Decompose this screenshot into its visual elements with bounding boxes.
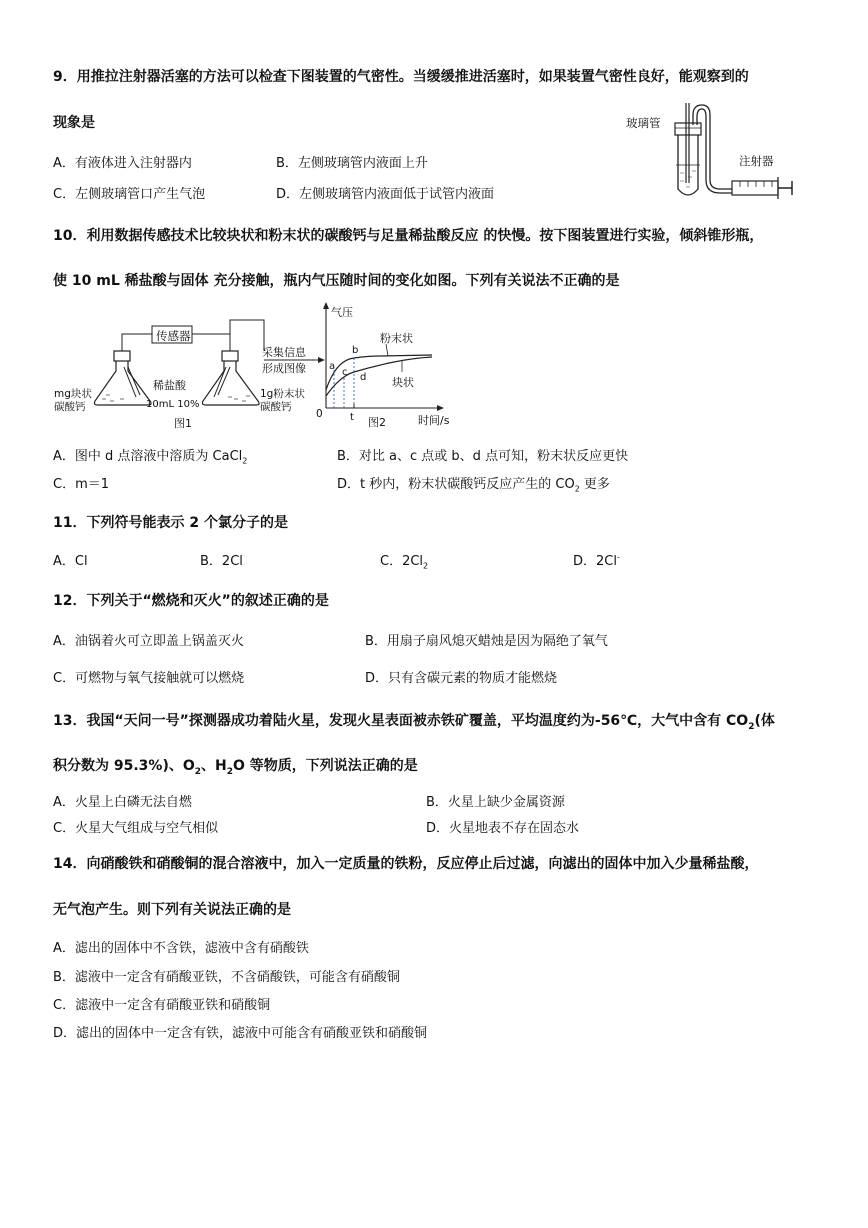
q10-figure2-graph: [310, 300, 470, 432]
q13-option-a: A．火星上白磷无法自燃: [53, 795, 192, 810]
q14-stem-line1: 14．向硝酸铁和硝酸铜的混合溶液中，加入一定质量的铁粉，反应停止后过滤，向滤出的固体中加入少量稀盐酸，: [53, 856, 759, 872]
fig1-left-solid-2: 碳酸钙: [54, 401, 86, 413]
q10-option-d: D．t 秒内，粉末状碳酸钙反应产生的 $CO_2$ 更多: [337, 477, 610, 494]
left-flask-stopper: [114, 351, 130, 361]
fig1-arrow-text-2: 形成图像: [262, 362, 306, 375]
q11-option-d: D．2Cl-: [573, 552, 620, 569]
q10-stem-line2: 使 10 mL 稀盐酸与固体 充分接触，瓶内气压随时间的变化如图。下列有关说法不正确的是: [53, 273, 620, 289]
q11-option-c: C．$2Cl_2$: [380, 554, 429, 571]
q14-stem-line2: 无气泡产生。则下列有关说法正确的是: [53, 902, 291, 918]
q10-option-c: C．m＝1: [53, 477, 110, 492]
q9-stem-line1: 9．用推拉注射器活塞的方法可以检查下图装置的气密性。当缓缓推进活塞时，如果装置气密性良好，能观察到的: [53, 69, 749, 85]
q11-option-a: A．Cl: [53, 554, 88, 569]
test-tube: [678, 133, 698, 195]
q14-option-a: A．滤出的固体中不含铁，滤液中含有硝酸铁: [53, 941, 309, 956]
q14-option-c: C．滤液中一定含有硝酸亚铁和硝酸铜: [53, 998, 271, 1013]
point-d-label: d: [360, 372, 367, 383]
q12-stem: 12．下列关于“燃烧和灭火”的叙述正确的是: [53, 593, 329, 609]
fig2-ylabel: 气压: [331, 306, 353, 319]
q13-option-b: B．火星上缺少金属资源: [426, 795, 565, 810]
left-conical-flask: [94, 361, 151, 405]
fig1-acid-1: 稀盐酸: [153, 379, 186, 392]
fig2-block-label: 块状: [392, 376, 414, 389]
point-b-label: b: [352, 345, 359, 356]
q13-stem-line2: 积分数为 95.3%)、$O_2$、$H_2O$ 等物质，下列说法正确的是: [53, 758, 418, 777]
syringe-barrel: [732, 181, 778, 195]
q14-option-d: D．滤出的固体中一定含有铁，滤液中可能含有硝酸亚铁和硝酸铜: [53, 1026, 428, 1041]
q12-option-c: C．可燃物与氧气接触就可以燃烧: [53, 671, 245, 686]
fig1-right-solid-2: 碳酸钙: [260, 401, 292, 413]
fig1-right-solid-1: 1g粉末状: [260, 388, 305, 400]
q9-option-d: D．左侧玻璃管内液面低于试管内液面: [276, 187, 495, 202]
sensor-label: 传感器: [156, 329, 191, 343]
q9-apparatus-figure: [616, 95, 806, 205]
fig1-acid-2: 10mL 10%: [146, 399, 200, 410]
point-a-label: a: [329, 361, 336, 372]
q14-option-b: B．滤液中一定含有硝酸亚铁，不含硝酸铁，可能含有硝酸铜: [53, 970, 400, 985]
q12-option-b: B．用扇子扇风熄灭蜡烛是因为隔绝了氧气: [365, 634, 608, 649]
fig1-arrow-text-1: 采集信息: [262, 346, 306, 359]
q10-option-a: A．图中 d 点溶液中溶质为 CaCl$_2$: [53, 449, 248, 466]
fig2-powder-label: 粉末状: [380, 332, 413, 345]
point-c-label: c: [342, 367, 348, 378]
right-flask-stopper: [222, 351, 238, 361]
q10-figure1-apparatus: [50, 305, 325, 433]
fig1-caption: 图1: [174, 417, 192, 430]
fig2-caption: 图2: [368, 416, 386, 429]
q9-label-glass-tube: 玻璃管: [626, 116, 661, 130]
fig1-left-solid-1: mg块状: [54, 388, 92, 400]
q11-stem: 11．下列符号能表示 2 个氯分子的是: [53, 515, 288, 531]
q11-option-b: B．2Cl: [200, 554, 243, 569]
q13-option-d: D．火星地表不存在固态水: [426, 821, 580, 836]
fig2-t-label: t: [350, 412, 354, 423]
q9-option-b: B．左侧玻璃管内液面上升: [276, 156, 428, 171]
q9-stem-line2: 现象是: [53, 115, 95, 131]
right-conical-flask: [202, 361, 259, 405]
fig2-origin: 0: [316, 408, 323, 420]
q10-option-b: B．对比 a、c 点或 b、d 点可知，粉末状反应更快: [337, 449, 629, 464]
q12-option-d: D．只有含碳元素的物质才能燃烧: [365, 671, 558, 686]
q9-option-c: C．左侧玻璃管口产生气泡: [53, 187, 206, 202]
q9-label-syringe: 注射器: [739, 154, 774, 168]
liquid-hatch: [680, 171, 696, 187]
q13-stem-line1: 13．我国“天问一号”探测器成功着陆火星，发现火星表面被赤铁矿覆盖，平均温度约为-56℃，大气中含有 $CO_2$(体: [53, 713, 775, 732]
q13-option-c: C．火星大气组成与空气相似: [53, 821, 219, 836]
fig2-xlabel: 时间/s: [418, 414, 450, 427]
q12-option-a: A．油锅着火可立即盖上锅盖灭火: [53, 634, 244, 649]
q9-option-a: A．有液体进入注射器内: [53, 156, 192, 171]
q10-stem-line1: 10．利用数据传感技术比较块状和粉末状的碳酸钙与足量稀盐酸反应 的快慢。按下图装置进行实验，倾斜锥形瓶，: [53, 228, 764, 244]
connecting-tube: [693, 105, 732, 189]
